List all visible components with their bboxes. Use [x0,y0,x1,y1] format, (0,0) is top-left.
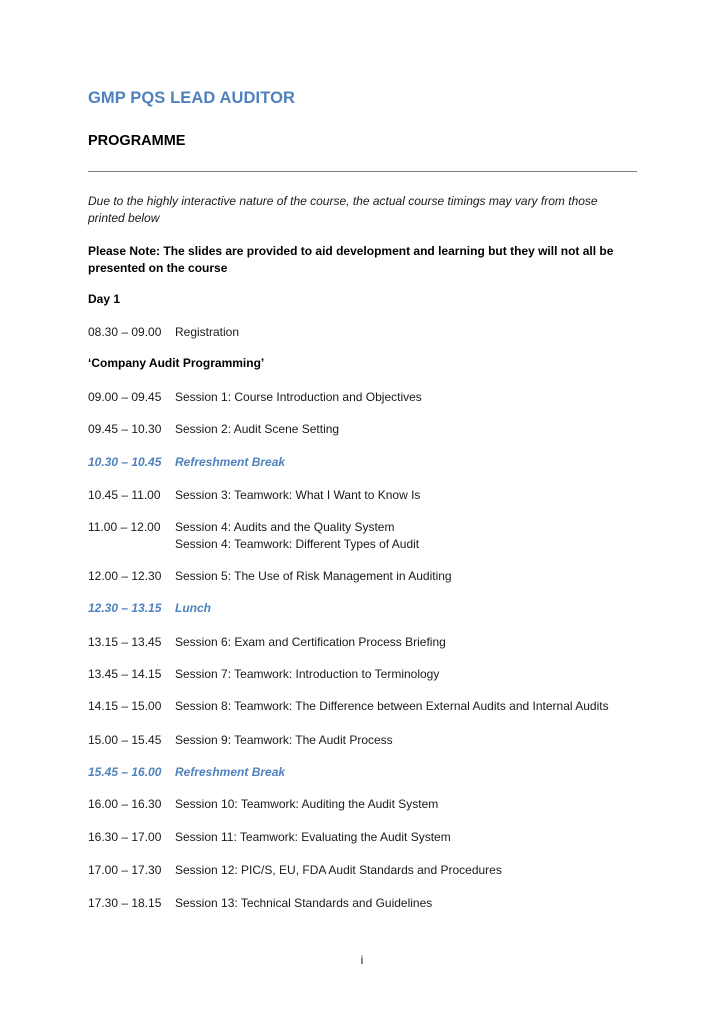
schedule-description-line: Session 4: Audits and the Quality System [175,520,395,534]
schedule-description-line: Session 4: Teamwork: Different Types of Audit [175,537,420,551]
schedule-time: 09.00 – 09.45 [88,390,162,404]
schedule-time: 12.30 – 13.15 [88,601,162,615]
schedule-description [175,600,636,617]
schedule-description-line: Refreshment Break [175,765,286,779]
schedule-description [175,829,636,846]
schedule-time: 13.15 – 13.45 [88,635,162,649]
schedule-description [175,666,636,683]
schedule-time: 13.45 – 14.15 [88,667,162,681]
schedule-description-line: Session 5: The Use of Risk Management in Auditing [175,569,452,583]
theme-label: ‘Company Audit Programming’ [88,356,265,370]
schedule-time: 15.45 – 16.00 [88,765,162,779]
page-number: i [360,953,364,967]
schedule-description [175,634,636,651]
schedule-time: 17.30 – 18.15 [88,896,162,910]
schedule-description-line: Session 1: Course Introduction and Objectives [175,390,422,404]
horizontal-rule [88,171,637,172]
schedule-description [175,698,636,715]
schedule-time: 14.15 – 15.00 [88,699,162,713]
schedule-time: 09.45 – 10.30 [88,422,162,436]
schedule-time: 16.00 – 16.30 [88,797,162,811]
schedule-description-line: Session 9: Teamwork: The Audit Process [175,733,393,747]
schedule-time: 15.00 – 15.45 [88,733,162,747]
document-title: GMP PQS LEAD AUDITOR [88,89,296,107]
schedule-description [175,732,636,749]
schedule-description-line: Session 11: Teamwork: Evaluating the Audit System [175,830,451,844]
schedule-description [175,519,636,553]
schedule-description-line: Session 3: Teamwork: What I Want to Know Is [175,488,421,502]
schedule-description [175,796,636,813]
schedule-description [175,421,636,438]
schedule-time: 10.30 – 10.45 [88,455,162,469]
day-label: Day 1 [88,292,121,306]
schedule-description-line: Session 6: Exam and Certification Process Briefing [175,635,446,649]
schedule-time: 17.00 – 17.30 [88,863,162,877]
schedule-description [175,862,636,879]
schedule-description-line: Session 2: Audit Scene Setting [175,422,340,436]
schedule-description-line: Session 12: PIC/S, EU, FDA Audit Standards and Procedures [175,863,502,877]
schedule-description-line: Session 7: Teamwork: Introduction to Terminology [175,667,440,681]
section-heading: PROGRAMME [88,133,186,149]
schedule-description-line: Registration [175,325,240,339]
schedule-time: 11.00 – 12.00 [88,520,161,534]
note-paragraph: Please Note: The slides are provided to aid development and learning but they will not all be presented on the course [88,244,614,275]
schedule-time: 16.30 – 17.00 [88,830,162,844]
schedule-description-line: Session 10: Teamwork: Auditing the Audit System [175,797,439,811]
schedule-description [175,389,636,406]
schedule-description-line: Refreshment Break [175,455,286,469]
schedule-description [175,487,636,504]
schedule-description [175,568,636,585]
schedule-time: 12.00 – 12.30 [88,569,162,583]
schedule-description [175,895,636,912]
intro-paragraph: Due to the highly interactive nature of the course, the actual course timings may vary from those printed below [88,194,598,225]
schedule-description [175,454,636,471]
schedule-time: 08.30 – 09.00 [88,325,162,339]
schedule-description [175,324,636,341]
schedule-description [175,764,636,781]
schedule-description-line: Session 8: Teamwork: The Difference between External Audits and Internal Audits [175,699,609,713]
schedule-time: 10.45 – 11.00 [88,488,161,502]
schedule-description-line: Session 13: Technical Standards and Guidelines [175,896,433,910]
schedule-description-line: Lunch [175,601,211,615]
